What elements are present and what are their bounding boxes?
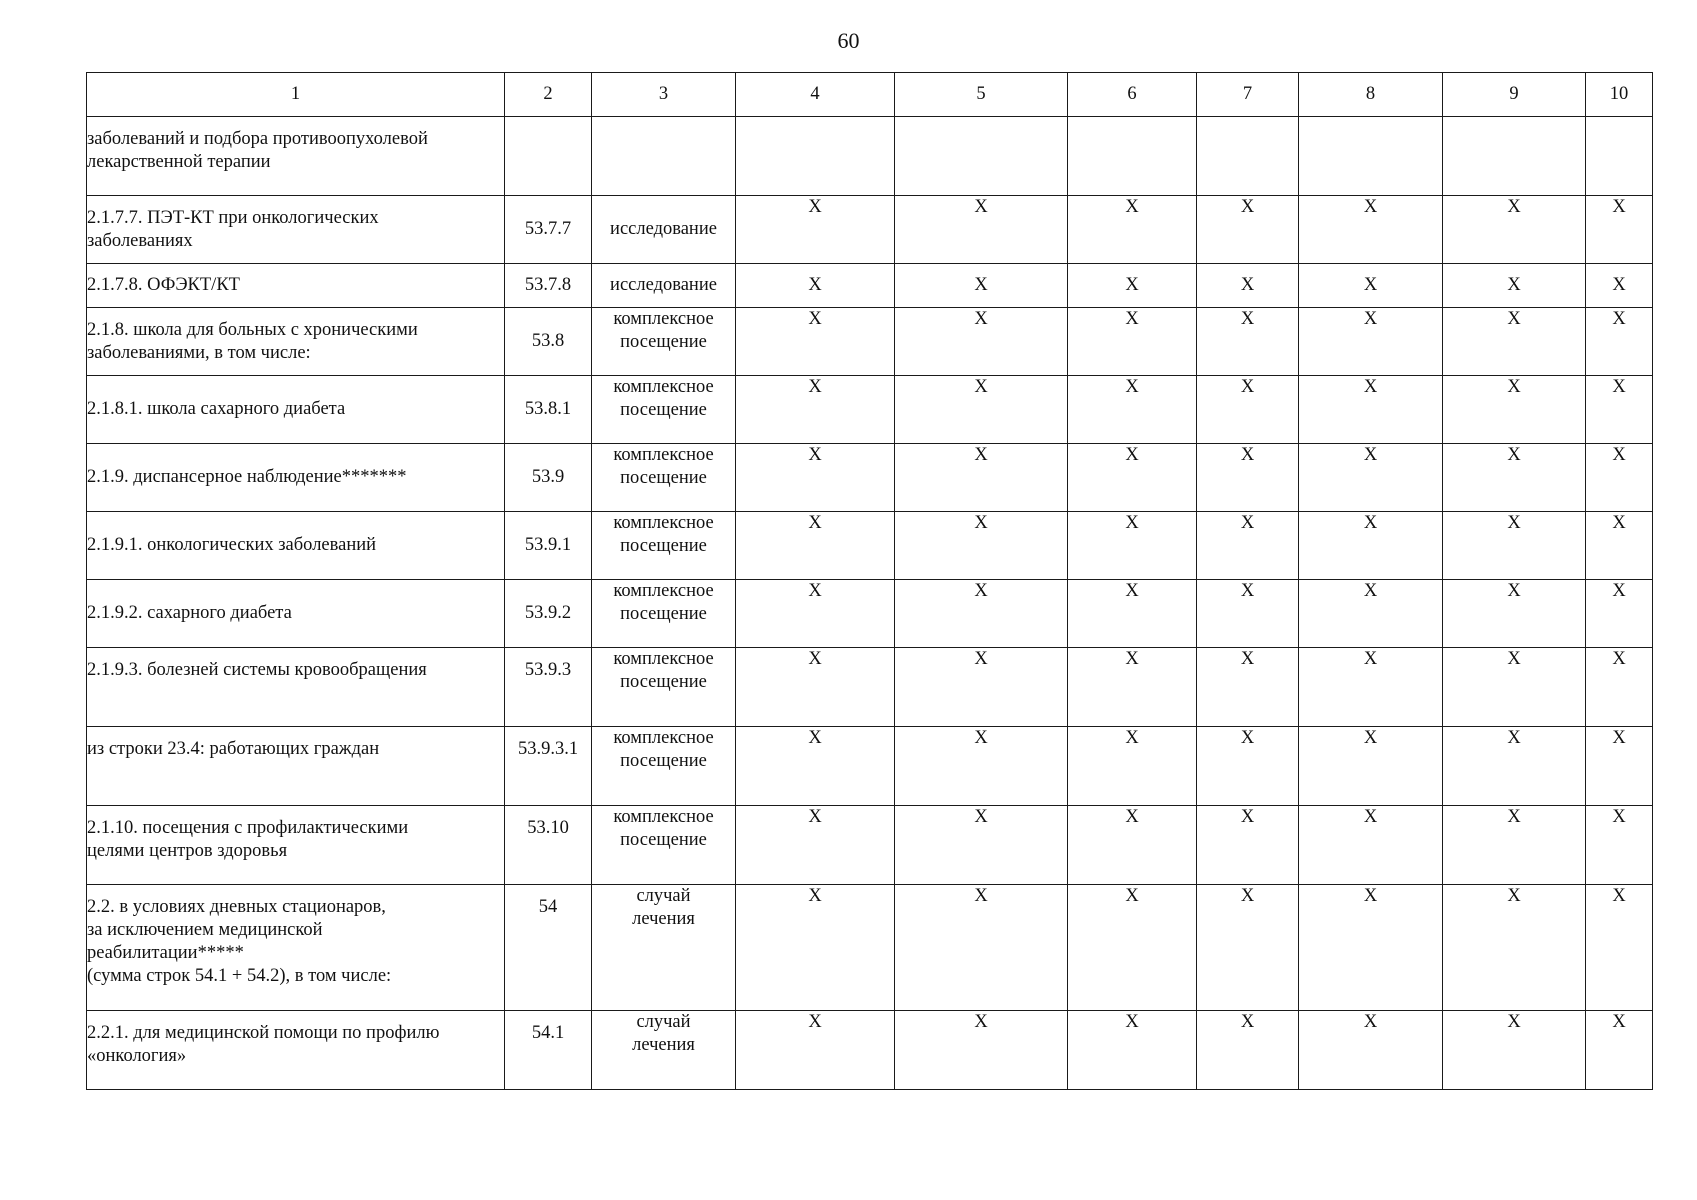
value-cell: X [1068,376,1197,444]
row-unit-cell [592,1011,736,1090]
value-cell: X [895,264,1068,308]
value-cell [736,117,895,196]
row-name-line: (сумма строк 54.1 + 54.2), в том числе: [87,966,392,986]
value-cell: X [1197,885,1299,1011]
value-cell: X [1299,444,1443,512]
value-cell: X [1299,727,1443,806]
row-unit-cell [592,376,736,444]
value-cell: X [1586,580,1653,648]
row-unit-line: комплексное [613,445,714,465]
table-row [87,648,1653,727]
value-cell: X [1443,885,1586,1011]
row-name-line: 2.1.9. диспансерное наблюдение******* [87,467,407,487]
value-cell: X [736,648,895,727]
value-cell: X [1068,196,1197,264]
row-unit-line: исследование [610,275,717,295]
row-code-cell [505,117,592,196]
value-cell: X [1443,512,1586,580]
value-cell: X [1299,308,1443,376]
value-cell: X [1586,264,1653,308]
value-cell: X [895,885,1068,1011]
row-unit-line: посещение [620,751,707,771]
table-row [87,117,1653,196]
row-name-cell [87,1011,505,1090]
row-name-cell [87,580,505,648]
value-cell: X [1197,727,1299,806]
value-cell: X [1443,648,1586,727]
value-cell: X [1197,376,1299,444]
column-header: 3 [592,73,736,117]
row-unit-line: лечения [632,1035,695,1055]
value-cell: X [1197,444,1299,512]
row-code-cell: 53.10 [505,806,592,885]
row-name-line: целями центров здоровья [87,841,288,861]
value-cell: X [1443,308,1586,376]
value-cell: X [736,308,895,376]
column-header: 7 [1197,73,1299,117]
value-cell: X [1068,806,1197,885]
value-cell: X [1586,444,1653,512]
row-code-cell: 53.8.1 [505,376,592,444]
value-cell: X [895,376,1068,444]
row-unit-line: посещение [620,332,707,352]
row-name-cell [87,308,505,376]
column-header: 2 [505,73,592,117]
value-cell: X [1443,196,1586,264]
value-cell: X [1068,444,1197,512]
row-code-cell: 53.7.8 [505,264,592,308]
value-cell: X [895,308,1068,376]
row-name-line: 2.2.1. для медицинской помощи по профилю [87,1023,440,1043]
value-cell: X [1586,885,1653,1011]
row-unit-line: случай [636,886,691,906]
row-name-cell [87,196,505,264]
row-unit-cell [592,264,736,308]
value-cell: X [736,512,895,580]
value-cell: X [1068,885,1197,1011]
value-cell [1197,117,1299,196]
value-cell: X [895,196,1068,264]
value-cell: X [1299,580,1443,648]
row-code-cell: 53.8 [505,308,592,376]
value-cell: X [1197,648,1299,727]
value-cell: X [736,806,895,885]
row-code-cell: 53.9.1 [505,512,592,580]
row-unit-line: случай [636,1012,691,1032]
row-unit-line: посещение [620,400,707,420]
row-name-line: реабилитации***** [87,943,244,963]
value-cell: X [895,727,1068,806]
value-cell: X [1586,308,1653,376]
value-cell: X [1586,806,1653,885]
row-name-cell [87,727,505,806]
value-cell: X [1299,1011,1443,1090]
table-row [87,196,1653,264]
value-cell: X [736,1011,895,1090]
row-name-line: 2.1.7.7. ПЭТ-КТ при онкологических [87,207,379,228]
value-cell [1068,117,1197,196]
row-unit-cell [592,512,736,580]
table-row [87,727,1653,806]
row-unit-line: комплексное [613,649,714,669]
row-unit-cell [592,444,736,512]
row-name-line: заболеваний и подбора противоопухолевой [87,129,428,149]
row-unit-line: посещение [620,672,707,692]
value-cell: X [1443,806,1586,885]
row-name-cell [87,806,505,885]
value-cell: X [736,885,895,1011]
column-header: 8 [1299,73,1443,117]
row-name-line: 2.1.9.2. сахарного диабета [87,603,292,623]
value-cell [1299,117,1443,196]
table-row [87,444,1653,512]
row-unit-cell [592,648,736,727]
value-cell: X [1586,1011,1653,1090]
value-cell: X [1068,727,1197,806]
value-cell: X [736,196,895,264]
row-name-cell [87,648,505,727]
row-unit-line: исследование [610,219,717,239]
value-cell: X [1197,580,1299,648]
row-name-line: 2.1.10. посещения с профилактическими [87,818,409,838]
row-unit-line: посещение [620,536,707,556]
row-unit-line: комплексное [613,309,714,329]
row-unit-line: комплексное [613,728,714,748]
table-row [87,376,1653,444]
value-cell: X [736,264,895,308]
row-code-cell: 53.9.3 [505,648,592,727]
column-header: 1 [87,73,505,117]
row-name-line: за исключением медицинской [87,920,323,940]
row-name-cell [87,444,505,512]
value-cell: X [736,580,895,648]
row-code-cell: 53.9.3.1 [505,727,592,806]
value-cell: X [1299,376,1443,444]
row-unit-line: посещение [620,604,707,624]
row-name-line: из строки 23.4: работающих граждан [87,739,380,759]
value-cell: X [1586,376,1653,444]
table-header-row [87,73,1653,117]
value-cell: X [1299,196,1443,264]
table-row [87,885,1653,1011]
value-cell: X [895,1011,1068,1090]
row-unit-cell [592,727,736,806]
value-cell: X [1068,1011,1197,1090]
table-row [87,308,1653,376]
row-name-line: 2.1.9.1. онкологических заболеваний [87,535,377,555]
value-cell: X [1586,196,1653,264]
value-cell: X [895,648,1068,727]
value-cell: X [1299,264,1443,308]
row-name-line: 2.1.8. школа для больных с хроническими [87,319,418,340]
table-row [87,1011,1653,1090]
row-unit-cell [592,580,736,648]
value-cell: X [1443,444,1586,512]
row-name-line: заболеваниями, в том числе: [87,342,311,363]
value-cell: X [1586,727,1653,806]
row-unit-cell [592,196,736,264]
column-header: 9 [1443,73,1586,117]
value-cell: X [1443,264,1586,308]
row-unit-line: посещение [620,830,707,850]
value-cell: X [1299,512,1443,580]
value-cell: X [1299,806,1443,885]
value-cell: X [1197,512,1299,580]
row-unit-line: комплексное [613,513,714,533]
value-cell: X [895,444,1068,512]
data-table [86,72,1653,1090]
value-cell: X [736,376,895,444]
row-name-cell [87,117,505,196]
row-code-cell: 53.9.2 [505,580,592,648]
value-cell [895,117,1068,196]
row-name-cell [87,376,505,444]
table-row [87,264,1653,308]
row-unit-cell [592,806,736,885]
value-cell: X [895,806,1068,885]
value-cell [1586,117,1653,196]
column-header: 6 [1068,73,1197,117]
row-code-cell: 53.7.7 [505,196,592,264]
value-cell: X [1068,264,1197,308]
row-unit-cell [592,117,736,196]
value-cell: X [1197,1011,1299,1090]
row-name-line: 2.1.7.8. ОФЭКТ/КТ [87,275,240,295]
value-cell: X [1443,1011,1586,1090]
value-cell: X [736,444,895,512]
value-cell: X [1443,727,1586,806]
row-name-cell [87,264,505,308]
row-name-line: 2.1.9.3. болезней системы кровообращения [87,660,427,680]
value-cell: X [1068,648,1197,727]
row-unit-line: комплексное [613,581,714,601]
row-code-cell: 54 [505,885,592,1011]
value-cell: X [895,512,1068,580]
row-code-cell: 53.9 [505,444,592,512]
column-header: 10 [1586,73,1653,117]
row-unit-cell [592,308,736,376]
row-name-line: «онкология» [87,1046,187,1066]
value-cell: X [1068,580,1197,648]
value-cell: X [1197,806,1299,885]
row-unit-line: комплексное [613,807,714,827]
value-cell: X [1068,512,1197,580]
table-row [87,806,1653,885]
value-cell [1443,117,1586,196]
row-name-line: 2.1.8.1. школа сахарного диабета [87,399,346,419]
row-name-line: лекарственной терапии [87,152,271,172]
row-name-line: заболеваниях [87,230,193,251]
value-cell: X [1197,196,1299,264]
row-name-cell [87,885,505,1011]
value-cell: X [1299,885,1443,1011]
table-row [87,512,1653,580]
value-cell: X [1443,580,1586,648]
row-name-line: 2.2. в условиях дневных стационаров, [87,897,386,917]
row-unit-line: комплексное [613,377,714,397]
value-cell: X [1586,648,1653,727]
table-row [87,580,1653,648]
value-cell: X [1068,308,1197,376]
page-number: 60 [837,28,860,53]
column-header: 4 [736,73,895,117]
value-cell: X [1586,512,1653,580]
value-cell: X [895,580,1068,648]
row-code-cell: 54.1 [505,1011,592,1090]
column-header: 5 [895,73,1068,117]
value-cell: X [1299,648,1443,727]
row-name-cell [87,512,505,580]
value-cell: X [1443,376,1586,444]
row-unit-cell [592,885,736,1011]
row-unit-line: лечения [632,909,695,929]
value-cell: X [736,727,895,806]
row-unit-line: посещение [620,468,707,488]
value-cell: X [1197,264,1299,308]
value-cell: X [1197,308,1299,376]
